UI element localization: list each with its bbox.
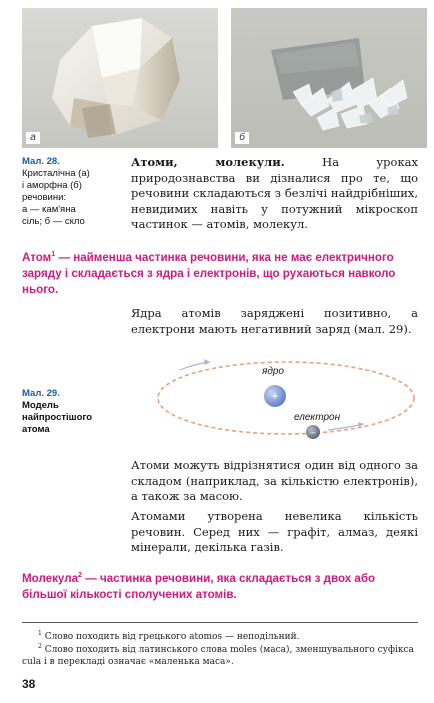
photo-rock-salt <box>22 8 218 148</box>
definition-atom <box>22 247 418 298</box>
rock-salt-crystal-illustration <box>22 8 218 148</box>
definition-term: Атом <box>22 250 52 264</box>
paragraph-atom-differences: Атоми можуть відрізнятися один від одного за складом (наприклад, за кількістю електронів), а також за масою. <box>131 458 418 504</box>
nucleus-sign: + <box>271 389 279 403</box>
footnote-2-text: Слово походить від латинського слова moles (маса), зменшувального суфікса cula і в перекладі означає «маленька маса». <box>22 645 414 667</box>
figure-29-line: атома <box>22 424 50 435</box>
footnote-1-text: Слово походить від грецького atomos — неподільний. <box>41 632 300 642</box>
photo-glass <box>231 8 427 148</box>
definition-text: — частинка речовини, яка складається з двох або більшої кількості сполучених атомів. <box>22 571 376 601</box>
figure-28-line: і аморфна (б) <box>22 180 82 191</box>
definition-molecule <box>22 568 418 603</box>
definition-term: Молекула <box>22 571 79 585</box>
orbit-arrow-head-2 <box>358 422 364 427</box>
paragraph-text: На уроках природознавства ви дізналися про те, що речовини складаються з безлічі найдрібніших, невидимих навіть у потужний мікроскоп частинок — атомів, молекул. <box>131 155 418 232</box>
figure-28-title: Мал. 28. <box>22 156 60 167</box>
photo-label-b: б <box>235 132 249 144</box>
paragraph-lead: Атоми, молекули. <box>131 155 285 169</box>
definition-text: — найменша частинка речовини, яка не має електричного заряду і складається з ядра і електронів, що рухаються навколо нього. <box>22 250 396 296</box>
figure-29-line: Модель <box>22 400 59 411</box>
electron-orbit <box>158 362 414 434</box>
footnote-2 <box>22 641 418 668</box>
broken-glass-illustration <box>231 8 427 148</box>
atom-model-diagram <box>150 348 422 448</box>
electron-label: електрон <box>294 412 341 423</box>
electron-sign: – <box>310 427 316 437</box>
figure-29-line: найпростішого <box>22 412 93 423</box>
figure-29-title: Мал. 29. <box>22 388 60 399</box>
orbit-arrow-head <box>204 359 210 365</box>
paragraph-atoms-molecules <box>131 155 418 233</box>
figure-28-line: Кристалічна (а) <box>22 168 90 179</box>
page-number: 38 <box>22 677 36 691</box>
figure-29-caption <box>22 388 132 436</box>
paragraph-charges: Ядра атомів заряджені позитивно, а електрони мають негативний заряд (мал. 29). <box>131 306 418 336</box>
footnote-divider <box>22 622 418 623</box>
figure-28-line: сіль; б — скло <box>22 216 85 227</box>
figure-28-line: а — кам'яна <box>22 204 76 215</box>
figure-28-caption <box>22 156 132 228</box>
footnote-mark: 1 <box>51 251 56 258</box>
footnote-2-mark: 2 <box>38 643 42 650</box>
paragraph-atomic-substances: Атомами утворена невелика кількість речовин. Серед них — графіт, алмаз, деякі мінерали, декілька газів. <box>131 509 418 555</box>
footnote-1-mark: 1 <box>38 630 42 637</box>
photo-label-a: а <box>26 132 40 144</box>
figure-28-line: речовини: <box>22 192 67 203</box>
nucleus-label: ядро <box>262 366 284 377</box>
footnote-mark: 2 <box>78 572 82 579</box>
